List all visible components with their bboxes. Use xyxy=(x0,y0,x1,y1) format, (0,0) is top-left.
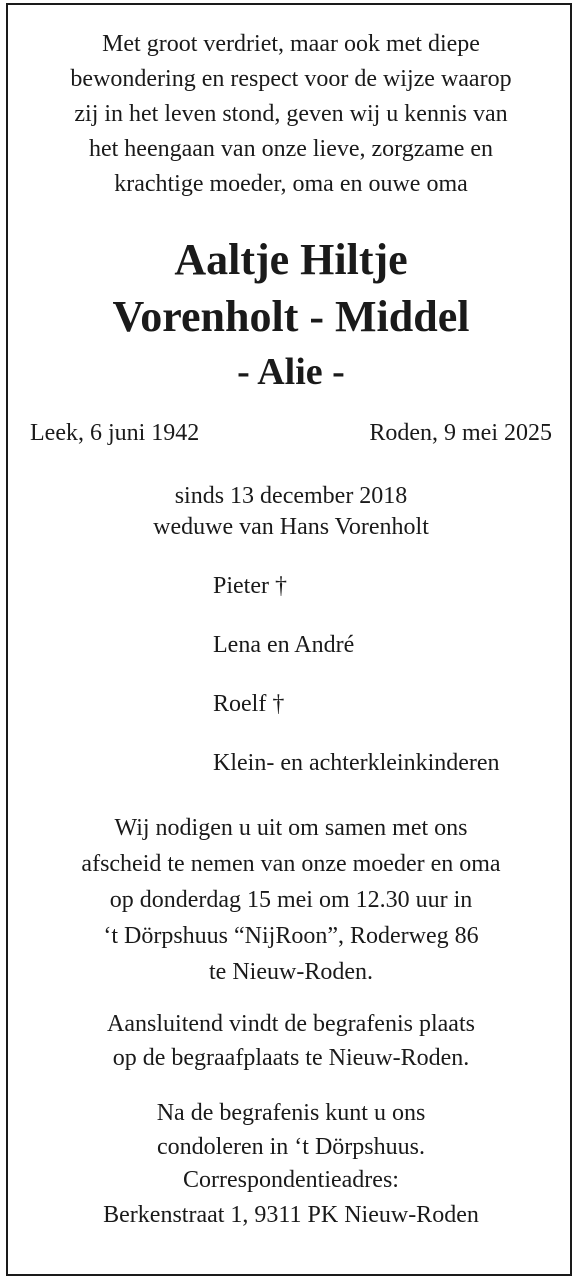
birth-place-date: Leek, 6 juni 1942 xyxy=(30,420,200,446)
invitation-line: op donderdag 15 mei om 12.30 uur in xyxy=(109,887,473,913)
intro-text xyxy=(0,27,582,202)
condolence-line: Na de begrafenis kunt u ons xyxy=(156,1100,426,1126)
widow-line: sinds 13 december 2018 xyxy=(174,483,408,509)
condolence-text xyxy=(0,1096,582,1164)
burial-line: op de begraafplaats te Nieuw-Roden. xyxy=(112,1045,470,1071)
intro-line: krachtige moeder, oma en ouwe oma xyxy=(114,171,468,197)
invitation-line: Wij nodigen u uit om samen met ons xyxy=(114,815,468,841)
intro-line: bewondering en respect voor de wijze waarop xyxy=(70,66,512,92)
widow-info xyxy=(0,481,582,543)
family-member: Lena en André xyxy=(213,632,355,658)
death-place-date: Roden, 9 mei 2025 xyxy=(369,420,552,446)
deceased-first-names: Aaltje Hiltje xyxy=(174,235,408,284)
invitation-line: afscheid te nemen van onze moeder en oma xyxy=(81,851,501,877)
burial-line: Aansluitend vindt de begrafenis plaats xyxy=(107,1011,475,1037)
correspondence-line: Berkenstraat 1, 9311 PK Nieuw-Roden xyxy=(103,1202,479,1228)
intro-line: het heengaan van onze lieve, zorgzame en xyxy=(88,136,493,162)
burial-text xyxy=(0,1007,582,1075)
family-member: Klein- en achterkleinkinderen xyxy=(213,750,500,776)
condolence-line: condoleren in ‘t Dörpshuus. xyxy=(157,1134,425,1160)
invitation-line: te Nieuw-Roden. xyxy=(209,959,373,985)
correspondence-label: Correspondentieadres: xyxy=(183,1167,399,1193)
deceased-nickname: - Alie - xyxy=(237,351,345,393)
family-member: Roelf † xyxy=(213,691,285,717)
deceased-surnames: Vorenholt - Middel xyxy=(112,292,470,341)
correspondence-address xyxy=(0,1163,582,1233)
invitation-line: ‘t Dörpshuus “NijRoon”, Roderweg 86 xyxy=(103,923,479,949)
invitation-text xyxy=(0,810,582,990)
intro-line: zij in het leven stond, geven wij u kennis van xyxy=(74,101,508,127)
family-member: Pieter † xyxy=(213,573,287,599)
widow-line: weduwe van Hans Vorenholt xyxy=(153,514,429,540)
intro-line: Met groot verdriet, maar ook met diepe xyxy=(102,31,480,57)
